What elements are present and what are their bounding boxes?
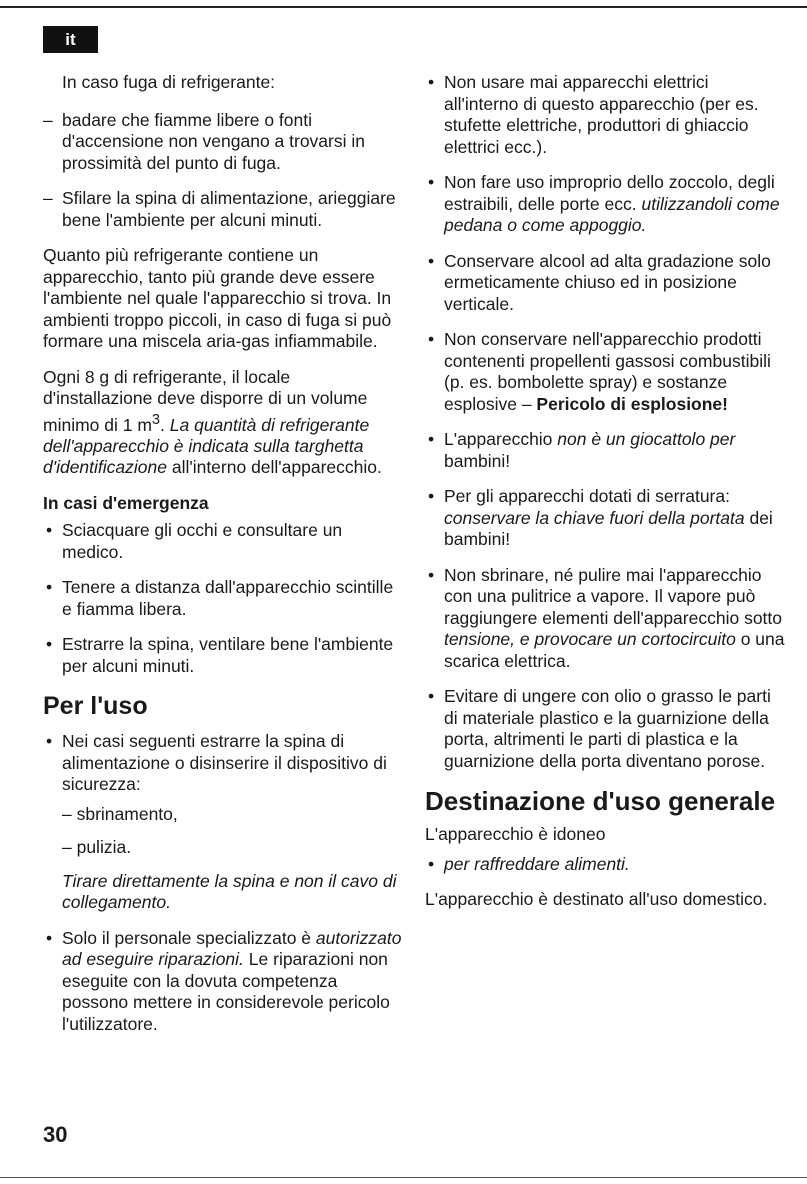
volume-paragraph: Ogni 8 g di refrigerante, il locale d'installazione deve disporre di un volume minimo di 1 $m^3$. La quantità di refrigerante dell'apparecchio è indicata sulla targhetta d'identificazione all'interno dell'apparecchio. <box>43 366 382 478</box>
right-column <box>425 72 787 925</box>
emergency-list <box>43 520 403 677</box>
destination-intro: L'apparecchio è idoneo <box>425 824 606 844</box>
destination-item: • per raffreddare alimenti. <box>425 854 787 876</box>
leak-steps <box>43 110 403 232</box>
destination-paragraph: L'apparecchio è destinato all'uso domestico. <box>425 889 768 909</box>
leak-step: – Sfilare la spina di alimentazione, arieggiare bene l'ambiente per alcuni minuti. <box>43 188 403 231</box>
safety-item: • Non fare uso improprio dello zoccolo, degli estraibili, delle porte ecc. utilizzandoli come pedana o come appoggio. <box>425 172 787 237</box>
use-list <box>43 731 403 1035</box>
use-heading: Per l'uso <box>43 692 148 721</box>
safety-list <box>425 72 787 772</box>
safety-item: • L'apparecchio non è un giocattolo per bambini! <box>425 429 787 472</box>
emergency-item: • Estrarre la spina, ventilare bene l'ambiente per alcuni minuti. <box>43 634 403 677</box>
language-label: it <box>65 29 76 49</box>
leak-intro: In caso fuga di refrigerante: <box>62 72 276 92</box>
safety-item: • Per gli apparecchi dotati di serratura: conservare la chiave fuori della portata dei bambini! <box>425 486 787 551</box>
emergency-item: • Sciacquare gli occhi e consultare un medico. <box>43 520 403 563</box>
leak-step: – badare che fiamme libere o fonti d'accensione non vengano a trovarsi in prossimità del punto di fuga. <box>43 110 403 175</box>
page-number: 30 <box>43 1122 68 1147</box>
safety-item: • Conservare alcool ad alta gradazione solo ermeticamente chiuso ed in posizione verticale. <box>425 251 787 316</box>
emergency-item: • Tenere a distanza dall'apparecchio scintille e fiamma libera. <box>43 577 403 620</box>
top-rule <box>0 6 807 8</box>
emergency-heading: In casi d'emergenza <box>43 492 209 513</box>
use-sublist <box>62 804 403 859</box>
safety-item: • Non conservare nell'apparecchio prodotti contenenti propellenti gassosi combustibili (p. es. bombolette spray) e sostanze esplosive – Pericolo di esplosione! <box>425 329 787 415</box>
left-column <box>43 72 403 1049</box>
destination-heading: Destinazione d'uso generale <box>425 786 776 816</box>
safety-item: • Evitare di ungere con olio o grasso le parti di materiale plastico e la guarnizione della porta, altrimenti le parti di plastica e la guarnizione della porta diventano porose. <box>425 686 787 772</box>
use-subitem: – pulizia. <box>62 837 132 858</box>
language-tab <box>43 26 98 53</box>
destination-list <box>425 854 787 876</box>
refrigerant-paragraph: Quanto più refrigerante contiene un apparecchio, tanto più grande deve essere l'ambiente nel quale l'apparecchio si trova. In ambienti troppo piccoli, in caso di fuga si può formare una miscela aria-gas infiammabile. <box>43 245 392 351</box>
bottom-rule <box>0 1177 807 1178</box>
use-item: • Nei casi seguenti estrarre la spina di alimentazione o disinserire il dispositivo di sicurezza: – sbrinamento, – pulizia. Tirare direttamente la spina e non il cavo di collegamento. <box>43 731 403 914</box>
safety-item: • Non sbrinare, né pulire mai l'apparecchio con una pulitrice a vapore. Il vapore può raggiungere elementi dell'apparecchio sotto tensione, e provocare un cortocircuito o una scarica elettrica. <box>425 565 787 673</box>
safety-item: • Non usare mai apparecchi elettrici all'interno di questo apparecchio (per es. stufette elettriche, produttori di ghiaccio elettrici ecc.). <box>425 72 787 158</box>
use-subitem: – sbrinamento, <box>62 803 178 824</box>
use-item: • Solo il personale specializzato è autorizzato ad eseguire riparazioni. Le riparazioni non eseguite con la dovuta competenza possono mettere in considerevole pericolo l'utilizzatore. <box>43 928 403 1036</box>
